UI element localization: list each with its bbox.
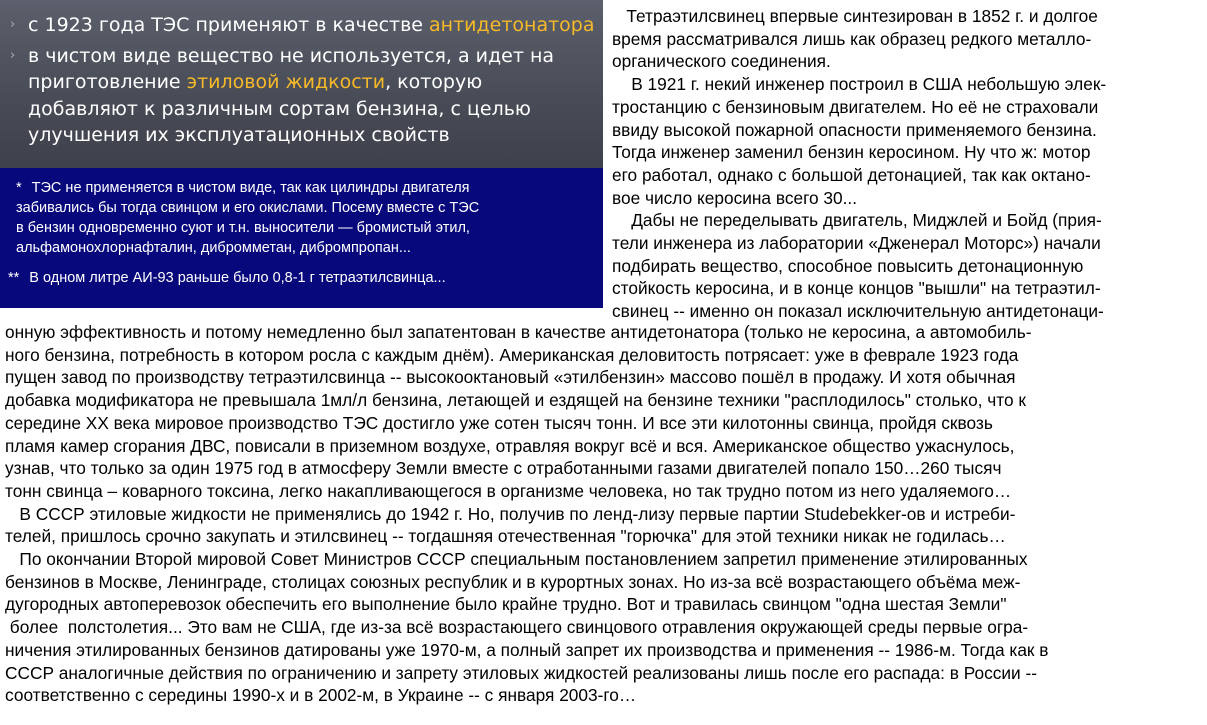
full-width-text-line-8: тонн свинца – коварного токсина, легко накапливающегося в организме человека, но так трудно потом из него удаляемого… [5,480,1012,501]
slide-item-1-text: с 1923 года ТЭС применяют в качестве [28,14,430,36]
full-width-text-line-17: соответственно с середины 1990-х и в 2002-м, в Украине -- с января 2003-го… [5,685,637,706]
bullet-arrow-icon: › [10,17,16,32]
slide-image [0,0,603,168]
slide-bullet-list [0,0,603,149]
full-width-text-line-15: ничения этилированных бензинов датированы уже 1970-м, а полный запрет их производства и применения -- 1986-м. Тогда как в [5,639,1049,660]
footnotes-panel [0,168,603,308]
full-width-text-line-7: узнав, что только за один 1975 год в атмосферу Земли вместе с отработанными газами двигателей попало 150…260 тысяч [5,458,1002,479]
slide-item-2-highlight: этиловой жидкости [186,71,386,93]
column-text-line-1: Тетраэтилсвинец впервые синтезирован в 1852 г. и долгое [612,6,1098,26]
column-text-line-9: вое число керосина всего 30... [612,187,858,208]
column-text-line-12: подбирать вещество, способное повысить детонационную [612,255,1084,276]
column-text-line-2: время рассматривался лишь как образец редкого металло- [612,28,1092,49]
full-width-text-line-16: СССР аналогичные действия по ограничению и запрету этиловых жидкостей реализованы лишь после его распада: в России -- [5,662,1038,683]
full-width-text-line-2: ного бензина, потребность в котором росла с каждым днём). Американская деловитость потрясает: уже в феврале 1923 года [5,344,1019,365]
bullet-arrow-icon: › [10,47,16,63]
article-full-width-text [5,321,1205,707]
slide-item-2-line-2 [28,69,595,96]
full-width-text-line-6: пламя камер сгорания ДВС, повисали в приземном воздухе, отравляя вокруг всё и вся. Американское общество ужаснулось, [5,435,1015,456]
slide-bullet-item-1 [0,12,603,39]
full-width-text-line-3: пущен завод по производству тетраэтилсвинца -- высокооктановый «этилбензин» массово пошёл в продажу. И хотя обычная [5,367,1016,388]
footnote-2-line-1 [8,268,595,288]
column-text-line-10: Дабы не переделывать двигатель, Миджлей и Бойд (прия- [612,210,1102,231]
full-width-text-line-10: телей, пришлось срочно закупать и этилсвинец -- тогдашняя отечественная "горючка" для этой техники никак не годилась… [5,526,1006,547]
full-width-text-line-4: добавка модификатора не превышала 1мл/л бензина, летающей и ездящей на бензине техники "расплодилось" столько, что к [5,390,1026,411]
column-text-line-14: свинец -- именно он показал исключительную антидетонаци- [612,301,1104,322]
column-text-line-7: Тогда инженер заменил бензин керосином. Ну что ж: мотор [612,142,1091,163]
slide-item-2-line-4: улучшения их эксплуатационных свойств [28,124,450,146]
full-width-text-line-12: бензинов в Москве, Ленинграде, столицах союзных республик и в курортных зонах. Но из-за всё возрастающего объёма меж- [5,571,1021,592]
full-width-text-line-11: По окончании Второй мировой Совет Министров СССР специальным постановлением запретил применение этилированных [5,549,1028,570]
column-text-line-4: В 1921 г. некий инженер построил в США небольшую элек- [612,74,1107,95]
column-text-line-8: его работал, однако с большой детонацией, так как октано- [612,164,1091,185]
full-width-text-line-1: онную эффективность и потому немедленно был запатентован в качестве антидетонатора (только не керосина, а автомобиль- [5,322,1032,342]
footnote-1-line-1 [16,178,595,198]
footnote-2-text: В одном литре АИ-93 раньше было 0,8-1 г тетраэтилсвинца... [29,270,446,286]
column-text-line-5: тростанцию с бензиновым двигателем. Но её не страховали [612,96,1099,117]
slide-item-2-line-2-b: , которую [385,71,483,93]
footnote-1-line-3: в бензин одновременно суют и т.н. выносители — бромистый этил, [16,220,470,236]
slide-bullet-item-2 [0,43,603,149]
article-column-text [612,5,1202,323]
footnote-1-mark: * [16,180,22,196]
slide-item-1-highlight: антидетонатора [429,14,595,36]
column-text-line-11: тели инженера из лаборатории «Дженерал Моторс») начали [612,233,1101,254]
footnote-2 [8,268,595,288]
column-text-line-6: ввиду высокой пожарной опасности применяемого бензина. [612,119,1097,140]
footnote-1-line-1-text: ТЭС не применяется в чистом виде, так как цилиндры двигателя [31,180,470,196]
full-width-text-line-13: дугородных автоперевозок обеспечить его выполнение было крайне трудно. Вот и травилась свинцом "одна шестая Земли" [5,594,1007,615]
footnote-1-line-2: забивались бы тогда свинцом и его окислами. Посему вместе с ТЭС [16,200,480,216]
full-width-text-line-14: более полстолетия... Это вам не США, где из-за всё возрастающего свинцового отравления окружающей среды первые огра- [5,617,1029,638]
slide-item-2-line-3: добавляют к различным сортам бензина, с целью [28,97,531,120]
slide-item-2-line-1: в чистом виде вещество не используется, а идет на [28,44,555,67]
footnote-1 [16,178,595,258]
footnote-1-line-4: альфамонохлорнафталин, дибромметан, дибромпропан... [16,240,411,256]
full-width-text-line-9: В СССР этиловые жидкости не применялись до 1942 г. Но, получив по ленд-лизу первые партии Studebekker-ов и истреби- [5,503,1016,524]
footnote-2-mark: ** [8,270,20,286]
column-text-line-3: органического соединения. [612,51,831,72]
column-text-line-13: стойкость керосина, и в конце концов "вышли" на тетраэтил- [612,278,1101,299]
full-width-text-line-5: середине XX века мировое производство ТЭС достигло уже сотен тысяч тонн. И все эти килотонны свинца, пройдя сквозь [5,412,993,433]
slide-item-2-line-2-a: приготовление [28,71,187,93]
